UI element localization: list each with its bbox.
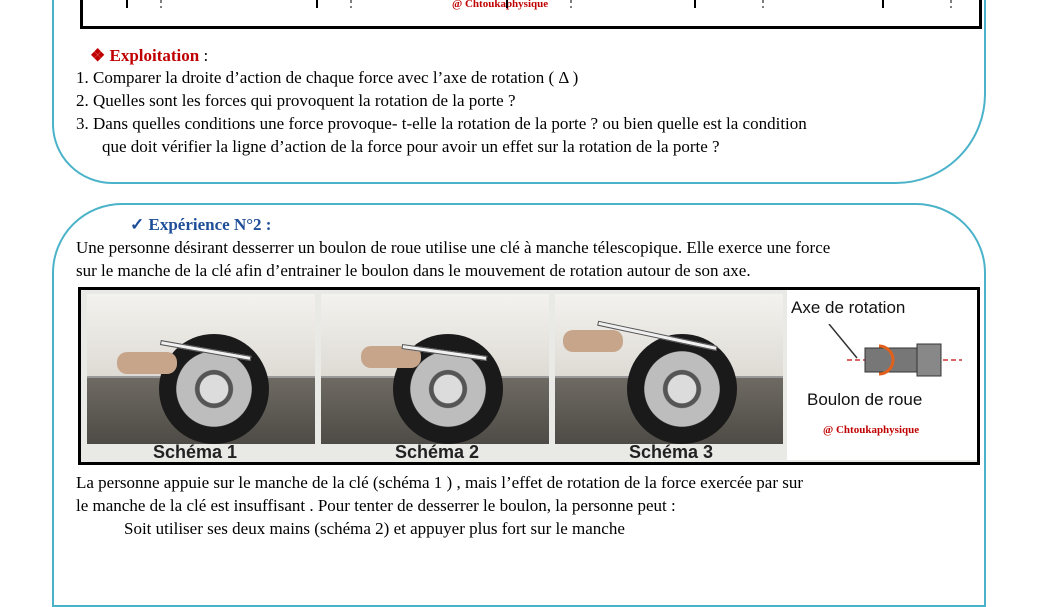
question-3-continued: que doit vérifier la ligne d’action de la force pour avoir un effet sur la rotation de la porte ? (102, 137, 720, 156)
photo-schema-1 (87, 294, 315, 444)
exploitation-heading (90, 45, 208, 67)
question-3: 3. Dans quelles conditions une force provoque- t-elle la rotation de la porte ? ou bien quelle est la condition (76, 114, 807, 133)
watermark: @ Chtoukaphysique (452, 0, 549, 10)
door-icon (123, 0, 163, 8)
schema-2-label: Schéma 2 (395, 442, 480, 462)
text-line-2: le manche de la clé est insuffisant . Pour tenter de desserrer le boulon, la personne peut : (76, 496, 676, 515)
watermark: @ Chtoukaphysique (823, 424, 920, 436)
question-2: 2. Quelles sont les forces qui provoquent la rotation de la porte ? (76, 91, 516, 110)
door-icon (691, 0, 731, 8)
bolt-label: Boulon de roue (807, 390, 923, 409)
schema-3-label: Schéma 3 (629, 442, 714, 462)
experience-title: Expérience N°2 : (148, 215, 272, 234)
exploitation-title: Exploitation (109, 46, 200, 65)
door-icon (879, 0, 919, 8)
bolt-icon (817, 324, 967, 394)
text-line-3: Soit utiliser ses deux mains (schéma 2) et appuyer plus fort sur le manche (124, 519, 625, 538)
axis-label: Axe de rotation (791, 298, 906, 317)
exploitation-colon: : (199, 46, 209, 65)
text-line-1: La personne appuie sur le manche de la clé (schéma 1 ) , mais l’effet de rotation de la force exercée par sur (76, 473, 804, 492)
door-icon (503, 0, 543, 8)
question-1: 1. Comparer la droite d’action de chaque force avec l’axe de rotation ( Δ ) (76, 68, 579, 87)
experience-heading (130, 214, 271, 236)
door-figure (80, 0, 982, 29)
intro-line-1: Une personne désirant desserrer un boulon de roue utilise une clé à manche télescopique. Elle exerce une force (76, 238, 831, 257)
door-icon (931, 0, 971, 8)
wheel-photo-strip (78, 287, 980, 465)
door-icon (743, 0, 783, 8)
bolt-diagram (787, 290, 977, 460)
intro-line-2: sur le manche de la clé afin d’entrainer le boulon dans le mouvement de rotation autour de son axe. (76, 261, 751, 280)
photo-schema-3 (555, 294, 783, 444)
checkmark-icon: ✓ (130, 215, 145, 234)
schema-1-label: Schéma 1 (153, 442, 238, 462)
door-icon (313, 0, 353, 8)
door-icon (551, 0, 591, 8)
photo-schema-2 (321, 294, 549, 444)
diamond-bullet-icon: ❖ (90, 46, 106, 65)
